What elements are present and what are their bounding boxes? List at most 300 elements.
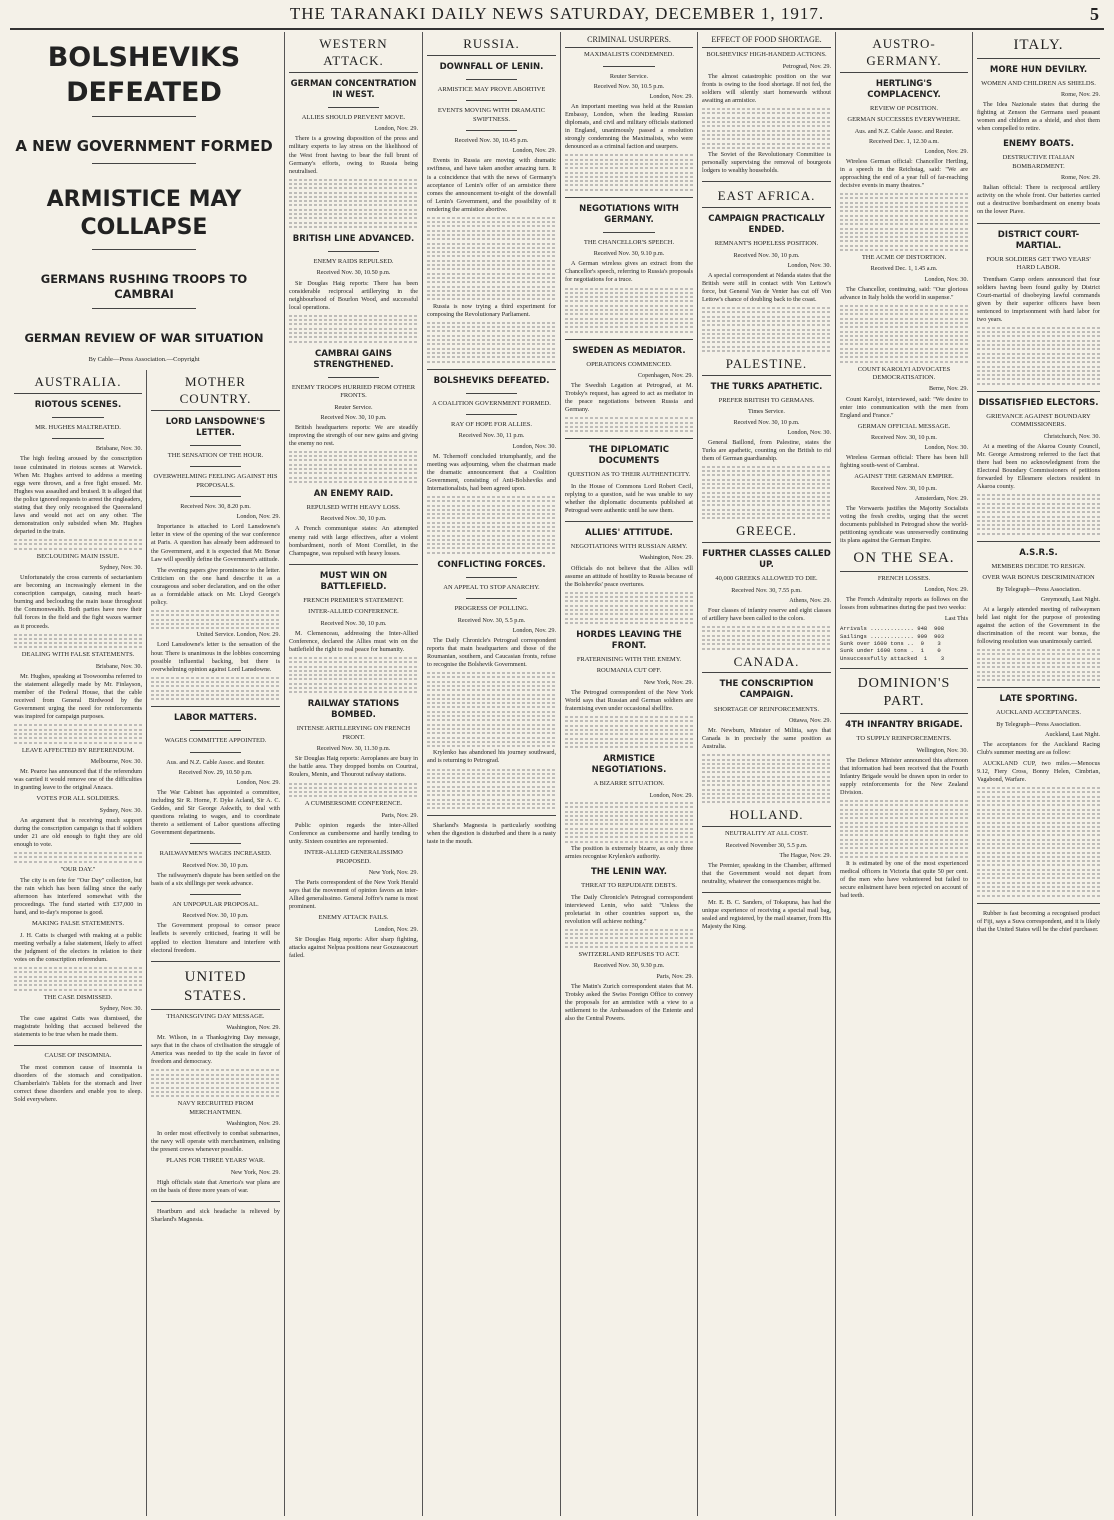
paragraph: The Swedish Legation at Petrograd, at M. Trotsky's request, has agreed to act as mediator in the peace negotiations between Russia and Germany. (565, 382, 693, 414)
headline: THE TURKS APATHETIC. (710, 381, 823, 392)
section-late-sporting: LATE SPORTING. (999, 694, 1078, 705)
received-line: Received Nov. 30, 11.30 p.m. (316, 745, 391, 753)
dateline: London, Nov. 29. (374, 125, 418, 133)
column-western-attack (284, 32, 422, 1516)
dateline: Copenhagen, Nov. 29. (637, 372, 693, 379)
headline: AN ENEMY RAID. (313, 488, 394, 499)
received-line: Received Nov. 29, 10.50 p.m. (178, 768, 253, 776)
dateline: London, Nov. 30. (512, 442, 556, 450)
received-line: Received Nov. 30, 10 p.m. (182, 861, 249, 869)
subheadline: FRENCH PREMIER'S STATEMENT. (303, 596, 404, 604)
text-filler (289, 451, 418, 483)
paragraph: M. Tchernoff concluded triumphantly, and the meeting was adjourning, when the chairman made the dramatic announcement that a Coalition Government, consisting of Anti-Bolsheviks and Internationalists, had been agreed upon. (427, 452, 556, 492)
headline: MORE HUN DEVILRY. (989, 64, 1088, 75)
dateline: Berne, Nov. 29. (929, 385, 968, 393)
subheadline: AN UNPOPULAR PROPOSAL. (172, 900, 259, 908)
paragraph: Sir Douglas Haig reports: Aeroplanes are busy in the battle area. They dropped bombs on Courtrai, Roulers, Menin, and Thourout railway stations. (289, 755, 418, 779)
subheadline: ENEMY TROOPS HURRIED FROM OTHER FRONTS. (291, 383, 416, 400)
received-line: Received Nov. 30, 10 p.m. (320, 515, 387, 523)
column-russia (422, 32, 560, 1516)
paragraph: In the House of Commons Lord Robert Cecil, replying to a question, said he was unable to say whether the diplomatic documents published at Petrograd were authentic until he saw them. (565, 482, 693, 514)
dateline: Paris, Nov. 29. (381, 811, 418, 819)
subheadline: MAKING FALSE STATEMENTS. (32, 920, 124, 928)
headline: RIOTOUS SCENES. (34, 399, 122, 410)
received-line: Received Nov. 30, 8.20 p.m. (180, 503, 251, 511)
headline: MUST WIN ON BATTLEFIELD. (319, 570, 388, 592)
subheadline: INTER-ALLIED GENERALISSIMO PROPOSED. (304, 849, 403, 865)
received-line: Received Nov. 30, 5.5 p.m. (457, 616, 526, 624)
section-dissatisfied-electors: DISSATISFIED ELECTORS. (978, 397, 1099, 408)
subheadline: BECLOUDING MAIN ISSUE. (36, 552, 120, 560)
text-filler (840, 305, 968, 363)
text-filler (565, 288, 693, 333)
paragraph: The railwaymen's dispute has been settled on the basis of a six shillings per week advance. (151, 871, 280, 887)
subheadline: GERMAN OFFICIAL MESSAGE. (857, 422, 951, 430)
section-russia: RUSSIA. (427, 36, 556, 56)
subheadline: REMNANT'S HOPELESS POSITION. (714, 240, 819, 248)
subheadline: FRATERNISING WITH THE ENEMY. (576, 655, 682, 663)
paragraph: At a largely attended meeting of railwaymen held last night for the purpose of protesting against the action of the Government in the discrimination of the recent war bonus, the following resolution was unanimously carried. (977, 605, 1100, 646)
subheadline: THANKSGIVING DAY MESSAGE. (166, 1012, 265, 1020)
received-line: Received Nov. 30, 9.30 p.m. (593, 962, 665, 970)
headline: DOWNFALL OF LENIN. (439, 61, 544, 72)
subheadline: 40,000 GREEKS ALLOWED TO DIE. (715, 575, 818, 583)
paragraph: Unfortunately the cross currents of sectarianism are becoming an increasingly element in the conscription campaign, causing much heart-burning and beclouding the main issue throughout the Commonwealth. Both parties have now their full forces in the field and the fight waxes warmer as it proceeds. (14, 574, 142, 630)
received-line: Received Nov. 30, 11 p.m. (458, 432, 525, 440)
column-italy (972, 32, 1104, 1516)
section-italy: ITALY. (977, 36, 1100, 59)
paragraph: The Defence Minister announced this afternoon that information had been received that the Fourth Infantry Brigade would be drawn upon in order to supply reinforcements for the New Zealand Division. (840, 756, 968, 796)
dateline: Sydney, Nov. 30. (99, 806, 142, 814)
subheadline: TO SUPPLY REINFORCEMENTS. (856, 735, 952, 743)
subheadline: SHORTAGE OF REINFORCEMENTS. (713, 705, 820, 713)
dateline: New York, Nov. 29. (643, 678, 693, 686)
source-line: Times Service. (748, 408, 785, 416)
subheadline: NEGOTIATIONS WITH RUSSIAN ARMY. (570, 543, 688, 551)
subheadline: RAILWAYMEN'S WAGES INCREASED. (159, 850, 272, 858)
masthead-title: THE TARANAKI DAILY NEWS SATURDAY, DECEMBER 1, 1917. (289, 4, 825, 23)
dateline: Rome, Nov. 29. (1061, 174, 1100, 182)
paragraph: In order most effectively to combat submarines, the navy will operate with merchantmen, enlisting the present crews whenever possible. (151, 1130, 280, 1154)
dateline: Ottawa, Nov. 29. (788, 716, 831, 724)
text-filler (14, 852, 142, 863)
paragraph: The position is extremely bizarre, as only three armies recognise Krylenko's authority. (565, 844, 693, 861)
source-line: Reuter Service. (334, 403, 373, 411)
text-filler (840, 800, 968, 858)
paragraph: The most common cause of insomnia is disorders of the stomach and constipation. Chamberlain's Tablets for the stomach and liver correct these disorders and enable you to sleep. Sold everywhere. (14, 1063, 142, 1103)
text-filler (977, 649, 1100, 681)
subheadline: COUNT KAROLYI ADVOCATES DEMOCRATISATION. (857, 365, 951, 382)
received-line: Received Nov. 30, 10 p.m. (871, 484, 937, 492)
dateline: Washington, Nov. 29. (226, 1120, 280, 1128)
dateline: London, Nov. 29. (236, 778, 280, 786)
paragraph: M. Clemenceau, addressing the Inter-Allied Conference, declared the Allies must win on the battlefield the right to real peace for humanity. (289, 629, 418, 653)
text-filler (289, 657, 418, 693)
subheadline: REPULSED WITH HEAVY LOSS. (306, 503, 401, 511)
section-austro-germany: AUSTRO-GERMANY. (840, 36, 968, 73)
headline: SWEDEN AS MEDIATOR. (572, 345, 686, 356)
lead-headline-4: GERMANS RUSHING TROOPS TO CAMBRAI (40, 271, 248, 301)
headline: CONFLICTING FORCES. (437, 559, 546, 570)
text-filler (977, 494, 1100, 535)
subheadline: DEALING WITH FALSE STATEMENTS. (21, 651, 135, 659)
headline: LABOR MATTERS. (173, 713, 258, 724)
headline: RAILWAY STATIONS BOMBED. (307, 699, 400, 721)
received-line: Received Nov. 30, 10 p.m. (320, 619, 387, 627)
paragraph: Public opinion regards the inter-Allied Conference as cumbersome and hardly tending to unity. Sixteen countries are represented. (289, 821, 418, 846)
subheadline: THREAT TO REPUDIATE DEBTS. (581, 882, 677, 890)
dateline: London, Nov. 29. (374, 925, 418, 933)
column-australia (10, 370, 146, 1516)
received-line: Received Nov. 30, 10.50 p.m. (316, 269, 391, 277)
text-filler (14, 634, 142, 649)
paragraph: It is estimated by one of the most experienced medical officers in Victoria that quite 50 per cent. of the men who have volunteered but failed to secure enlistment have been rejected on account of bad teeth. (840, 860, 968, 900)
subheadline: THE ACME OF DISTORTION. (861, 254, 947, 262)
source-line: Aus. and N.Z. Cable Assoc. and Reuter. (166, 758, 265, 766)
text-filler (289, 315, 418, 343)
received-line: Received Nov. 30, 10 p.m. (182, 912, 249, 920)
dateline: Paris, Nov. 29. (656, 972, 693, 980)
text-filler (565, 716, 693, 748)
subheadline: THE CHANCELLOR'S SPEECH. (583, 238, 675, 246)
paragraph: The almost catastrophic position on the war fronts is owing to the food shortage. If not fed, the soldiers will silently start homewards without awaiting an armistice. (702, 72, 831, 105)
text-filler (427, 769, 556, 810)
source-line: By Telegraph—Press Association. (996, 720, 1081, 728)
section-united-states: UNITED STATES. (151, 968, 280, 1010)
subheadline: A COALITION GOVERNMENT FORMED. (432, 399, 551, 407)
headline: CAMBRAI GAINS STRENGTHENED. (313, 348, 394, 370)
text-filler (151, 610, 280, 629)
subheadline: RAY OF HOPE FOR ALLIES. (451, 421, 532, 429)
subheadline: MAXIMALISTS CONDEMNED. (584, 51, 674, 59)
paragraph: The Petrograd correspondent of the New York World says that Russian and German soldiers are fraternising even under occasional shellfire. (565, 688, 693, 712)
subheadline: NAVY RECRUITED FROM MERCHANTMEN. (177, 1100, 254, 1116)
subheadline: PROGRESS OF POLLING. (454, 605, 529, 613)
paragraph: J. H. Catts is charged with making at a public meeting verbally a false statement, likely to affect the judgment of the electors in relation to their votes on the conscription referendum. (14, 931, 142, 963)
subheadline: MEMBERS DECIDE TO RESIGN. (991, 562, 1086, 570)
headline: GERMAN CONCENTRATION IN WEST. (290, 78, 417, 100)
subheadline: OVERWHELMING FEELING AGAINST HIS PROPOSALS. (153, 473, 278, 489)
paragraph: Wireless German official: Chancellor Hertling, in a speech in the Reichstag, said: "We are approaching the end of a year full of far-reaching decisive events in many theatres." (840, 157, 968, 190)
text-filler (565, 802, 693, 843)
dateline: London, Nov. 30. (924, 275, 968, 283)
dateline: London, Nov. 30. (787, 261, 831, 269)
dateline: Sydney, Nov. 30. (99, 564, 142, 572)
dateline: London, Nov. 30. (787, 428, 831, 436)
dateline: New York, Nov. 29. (368, 868, 418, 876)
paragraph: Wireless German official: There has been hill fighting south-west of Cambrai. (840, 454, 968, 470)
subheadline: A BIZARRE SITUATION. (593, 780, 665, 788)
section-on-the-sea: ON THE SEA. (840, 549, 968, 572)
source-line: By Telegraph—Press Association. (996, 585, 1081, 593)
text-filler (977, 787, 1100, 896)
subheadline: QUESTION AS TO THEIR AUTHENTICITY. (567, 471, 691, 479)
paragraph: Trentham Camp orders announced that four soldiers having been found guilty by District Court-martial of disobeying lawful commands given by their superior officers have been sentenced to imprisonment with hard labor for two years. (977, 275, 1100, 323)
section-western-attack: WESTERN ATTACK. (289, 36, 418, 73)
text-filler (427, 322, 556, 363)
text-filler (565, 154, 693, 190)
subheadline: EVENTS MOVING WITH DRAMATIC SWIFTNESS. (437, 107, 546, 123)
paragraph: British headquarters reports: We are steadily improving the strength of our new gains and giving the enemy no rest. (289, 423, 418, 447)
subheadline: CAUSE OF INSOMNIA. (44, 1052, 112, 1060)
subheadline: AN APPEAL TO STOP ANARCHY. (443, 583, 540, 591)
section-palestine: PALESTINE. (702, 356, 831, 376)
paragraph: Russia is now trying a third experiment for composing the Revolutionary Parliament. (427, 302, 556, 318)
dateline: Greymouth, Last Night. (1040, 595, 1100, 603)
dateline: London, Nov. 29. (236, 513, 280, 521)
table-row: Sailings ............. 909 903 (840, 632, 945, 640)
subheadline: FRENCH LOSSES. (877, 574, 931, 582)
headline: CAMPAIGN PRACTICALLY ENDED. (708, 214, 825, 236)
subheadline: THE CASE DISMISSED. (43, 993, 113, 1001)
section-asrs: A.S.R.S. (1019, 547, 1058, 558)
headline: HORDES LEAVING THE FRONT. (576, 629, 682, 651)
dateline: London, Nov. 29. (924, 586, 968, 594)
subheadline: FOUR SOLDIERS GET TWO YEARS' HARD LABOR. (986, 255, 1091, 272)
paragraph: AUCKLAND CUP, two miles.—Menocus 9.12, Fiery Cross, Bonny Helen, Cimbrian, Vagabond, Warfare. (977, 759, 1100, 784)
dateline: Melbourne, Nov. 30. (90, 757, 142, 765)
text-filler (702, 307, 831, 352)
subheadline: "OUR DAY." (60, 865, 96, 873)
subheadline: OVER WAR BONUS DISCRIMINATION (982, 574, 1095, 582)
paragraph: Mr. Newburn, Minister of Militia, says that Canada is in precisely the same position as Australia. (702, 727, 831, 751)
subheadline: INTER-ALLIED CONFERENCE. (308, 608, 399, 616)
dateline: Brisbane, Nov. 30. (95, 445, 142, 453)
text-filler (702, 466, 831, 520)
column-criminal-usurpers (560, 32, 697, 1516)
page-number: 5 (1090, 4, 1100, 24)
subheadline: NEUTRALITY AT ALL COST. (724, 830, 809, 838)
paragraph: The War Cabinet has appointed a committee, including Sir R. Horne, F. Dyke Acland, Sir A. C. Geddes, and Sir George Askwith, to deal with questions relating to wages, and to coordinate thereto a settlement of Labor questions affecting Government departments. (151, 788, 280, 837)
subheadline: DESTRUCTIVE ITALIAN BOMBARDMENT. (1002, 154, 1075, 170)
headline: ALLIES' ATTITUDE. (585, 527, 673, 538)
text-filler (289, 783, 418, 798)
column-austro-germany (835, 32, 972, 1516)
dateline: Washington, Nov. 29. (639, 554, 693, 562)
subheadline: ROUMANIA CUT OFF. (596, 667, 662, 675)
headline: ARMISTICE NEGOTIATIONS. (591, 754, 667, 776)
text-filler (702, 754, 831, 803)
paragraph: General Baillond, from Palestine, states the Turks are apathetic, counting on the British to rid them of German guardianship. (702, 438, 831, 462)
text-filler (565, 417, 693, 432)
source-line: Aus. and N.Z. Cable Assoc. and Reuter. (854, 127, 954, 135)
subheadline: LEAVE AFFECTED BY REFERENDUM. (21, 746, 135, 754)
paragraph: The Chancellor, continuing, said: "Our glorious advance in Italy holds the world in suspense." (840, 285, 968, 301)
lead-headline-1: BOLSHEVIKS DEFEATED (47, 42, 241, 109)
lead-headline-5: GERMAN REVIEW OF WAR SITUATION (24, 330, 264, 345)
subheadline: A CUMBERSOME CONFERENCE. (304, 800, 403, 808)
text-filler (977, 327, 1100, 385)
subheadline: PLANS FOR THREE YEARS' WAR. (166, 1157, 265, 1165)
dateline: Washington, Nov. 29. (226, 1024, 280, 1032)
paragraph: Italian official: There is reciprocal artillery activity on the whole front. Our batteries carried out a destructive bombardment on enemy boats on the lower Piave. (977, 184, 1100, 216)
received-line: Received Nov. 30, 10 p.m. (320, 413, 387, 421)
paragraph: A German wireless gives an extract from the Chancellor's speech, referring to Russia's proposals for negotiations for a truce. (565, 260, 693, 284)
subheadline: SWITZERLAND REFUSES TO ACT. (578, 951, 680, 958)
headline: THE CONSCRIPTION CAMPAIGN. (719, 679, 814, 701)
masthead (10, 0, 1104, 30)
paragraph: Four classes of infantry reserve and eight classes of artillery have been called to the colors. (702, 606, 831, 622)
paragraph: Importance is attached to Lord Lansdowne's letter in view of the opening of the war conference at Paris. A question has already been addressed to the Government, and it is expected that Mr. Bonar Law will speedily define the Government's attitude. (151, 523, 280, 563)
columns (10, 32, 1104, 1516)
dateline: The Hague, Nov. 29. (779, 851, 831, 859)
paragraph: A French communique states: An attempted enemy raid with large effectives, after a violent bombardment, north of Mont Cornillet, in the Champagne, was repulsed with heavy losses. (289, 525, 418, 557)
paragraph: The evening papers give prominence to the letter. Criticism on the one hand describe it as a courageous and sober declaration, and on the other as a formidable attack on Mr. Lloyd George's policy. (151, 566, 280, 606)
paragraph: At a meeting of the Akaroa County Council, Mr. George Armstrong referred to the fact that there had been no acknowledgment from the Electoral Boundary Commissioners of petitions forwarded by Ellesmere electors resident in Akaroa county. (977, 442, 1100, 491)
dateline: Christchurch, Nov. 30. (1043, 432, 1100, 440)
section-australia: AUSTRALIA. (14, 374, 142, 394)
dateline: United Service. London, Nov. 29. (196, 631, 280, 639)
text-filler (14, 967, 142, 990)
paragraph: Lord Lansdowne's letter is the sensation of the hour. There is unanimous in the lobbies concerning possible influential backing, but there is overwhelming opinion against Lord Lansdowne. (151, 641, 280, 673)
section-food-shortage: EFFECT OF FOOD SHORTAGE. (702, 35, 831, 48)
paragraph: Sir Douglas Haig reports: There has been considerable reciprocal artillerying in the neighbourhood of Bourlon Wood, and successful local operations. (289, 279, 418, 311)
column-mother-country (146, 370, 284, 1516)
headline: THE DIPLOMATIC DOCUMENTS (588, 445, 670, 467)
subheadline: ENEMY RAIDS REPULSED. (313, 258, 394, 265)
paragraph: A special correspondent at Ndanda states that the British were still in contact with Von Lettow's force, but General Van de Venter has cut off Von Lettow's chance of doubling back to the coast. (702, 271, 831, 304)
subheadline: ALLIES SHOULD PREVENT MOVE. (301, 113, 406, 121)
text-filler (151, 677, 280, 700)
received-line: Received Nov. 30, 10 p.m. (733, 251, 800, 259)
dateline: London, Nov. 30. (924, 444, 968, 452)
column-food-shortage (697, 32, 835, 1516)
paragraph: Mr. Hughes, speaking at Toowoomba referred to the statement allegedly made by Mr. Finlayson, member of the Federal House, that the cable received from General Birdwood by the Government urging the need for reinforcements was inspired for campaign purposes. (14, 672, 142, 721)
paragraph: An important meeting was held at the Russian Embassy, London, when the leading Russian diplomats, and civil and military officials stationed in England, unanimously passed a resolution strongly condemning the Maximalists, who were denounced as a criminal faction and usurpers. (565, 103, 693, 151)
headline: BRITISH LINE ADVANCED. (292, 233, 415, 244)
subheadline: REVIEW OF POSITION. (870, 104, 938, 112)
section-mother-country: MOTHER COUNTRY. (151, 374, 280, 411)
lead-headline-2: A NEW GOVERNMENT FORMED (15, 137, 273, 156)
text-filler (565, 929, 693, 948)
table-row: Sunk under 1600 tons . 1 0 (840, 647, 941, 655)
paragraph: The Government proposal to censor peace leaflets is severely criticised, fearing it will be applied to election literature and interfere with electoral freedom. (151, 922, 280, 954)
dateline: Rome, Nov. 29. (1061, 90, 1100, 98)
received-line: Received Dec. 1, 12.30 a.m. (869, 137, 939, 145)
subheadline: INTENSE ARTILLERYING ON FRENCH FRONT. (296, 725, 411, 741)
dateline: Brisbane, Nov. 30. (95, 662, 142, 670)
paragraph: Count Karolyi, interviewed, said: "We desire to enter into communication with the men from England and France." (840, 395, 968, 419)
received-line: Received Nov. 30, 9.10 p.m. (593, 250, 665, 258)
dateline: Wellington, Nov. 30. (916, 746, 968, 754)
dateline: Sydney, Nov. 30. (99, 1004, 142, 1012)
text-filler (840, 193, 968, 251)
paragraph: Events in Russia are moving with dramatic swiftness, and have taken another amazing turn. It is a coincidence that with the news of Germany's acceptance of Lenin's offer of an armistice there comes the announcement to-night of the downfall of Lenin's Government, and the possibility of it rendering the armistice abortive. (427, 157, 556, 213)
text-filler (151, 1069, 280, 1097)
subheadline: PREFER BRITISH TO GERMANS. (718, 397, 815, 404)
paragraph: The high feeling aroused by the conscription issue culminated in riotous scenes at Warwick. When Mr. Hughes arrived to address a meeting eggs were thrown, and a free fight ensued. Mr. Hughes was assaulted and bruised. It is alleged that the police ignored requests to arrest the ringleaders, stating that they only recognised the Queensland laws and would not act on any other. The demonstration only subsided when Mr. Hughes departed in the train. (14, 455, 142, 535)
paragraph: The acceptances for the Auckland Racing Club's summer meeting are as follow: (977, 740, 1100, 756)
paragraph: The Idea Nazionale states that during the fighting at Zenson the Germans used peasant women and children as a shield, and shot them when compelled to retire. (977, 101, 1100, 133)
paragraph: Mr. Wilson, in a Thanksgiving Day message, says that in the chaos of civilisation the struggle of America was needed to tip the scale in favor of freedom and democracy. (151, 1034, 280, 1066)
dateline: London, Nov. 29. (649, 791, 693, 799)
dateline: Amsterdam, Nov. 29. (914, 494, 968, 502)
section-east-africa: EAST AFRICA. (702, 188, 831, 208)
paragraph: The case against Catts was dismissed, the magistrate holding that accused believed the statements to be true when he made them. (14, 1015, 142, 1039)
headline: BOLSHEVIKS DEFEATED. (433, 375, 550, 386)
paragraph: An argument that is receiving much support during the conscription campaign is that if soldiers under 21 are old enough to fight they are old enough to vote. (14, 816, 142, 848)
dateline: New York, Nov. 29. (230, 1168, 280, 1176)
headline: FURTHER CLASSES CALLED UP. (702, 549, 831, 571)
paragraph: Heartburn and sick headache is relieved by Sharland's Magnesia. (151, 1207, 280, 1223)
subheadline: OPERATIONS COMMENCED. (586, 360, 672, 368)
paragraph: Mr. E. B. C. Sanders, of Tokapuna, has had the unique experience of receiving a special mail bag, sealed and registered, by the mail steamer, from His Majesty the King. (702, 899, 831, 931)
text-filler (14, 724, 142, 743)
subheadline: ARMISTICE MAY PROVE ABORTIVE (437, 85, 546, 93)
dateline: Athens, Nov. 29. (789, 596, 831, 604)
dateline: London, Nov. 29. (649, 92, 693, 100)
subheadline: AGAINST THE GERMAN EMPIRE. (854, 473, 954, 481)
paragraph: Mr. Pearce has announced that if the referendum was carried it would remove one of the difficulties in granting leave to the original Anzacs. (14, 768, 142, 792)
subheadline: BOLSHEVIKS' HIGH-HANDED ACTIONS. (706, 51, 827, 59)
paragraph: High officials state that America's war plans are on the basis of three more years of war. (151, 1178, 280, 1194)
received-line: Received Dec. 1, 1.45 a.m. (870, 265, 938, 273)
paragraph: Officials do not believe that the Allies will assume an attitude of hostility to Russia because of the Bolsheviks' peace overtures. (565, 564, 693, 588)
subheadline: GRIEVANCE AGAINST BOUNDARY COMMISSIONERS. (986, 412, 1091, 429)
lead-block (10, 32, 278, 362)
paragraph: The Premier, speaking in the Chamber, affirmed that the Government would not depart from neutrality, whatever the consequences might be. (702, 861, 831, 886)
headline: LORD LANSDOWNE'S LETTER. (165, 416, 266, 438)
received-line: Received November 30, 5.5 p.m. (725, 841, 808, 849)
paragraph: The Paris correspondent of the New York Herald says that the movement of opinion favors an inter-Allied generalissimo. General Joffre's name is most prominent. (289, 879, 418, 911)
headline: ENEMY BOATS. (1003, 139, 1074, 150)
text-filler (427, 496, 556, 554)
section-dominions-part: DOMINION'S PART. (840, 675, 968, 714)
paragraph: Sir Douglas Haig reports: After sharp fighting, attacks against Nelpua positions near Gouzeaucourt failed. (289, 935, 418, 959)
subheadline: THE SENSATION OF THE HOUR. (167, 451, 264, 459)
table-row: Sunk over 1600 tons .. 0 3 (840, 640, 941, 647)
received-line: Received Nov. 30, 10.5 p.m. (593, 82, 665, 90)
dateline: London, Nov. 29. (512, 147, 556, 155)
received-line: Received Nov. 30, 10.45 p.m. (454, 137, 529, 145)
text-filler (702, 626, 831, 649)
headline: THE LENIN WAY. (591, 867, 667, 878)
dateline: London, Nov. 29. (924, 147, 968, 155)
text-filler (427, 217, 556, 301)
text-filler (289, 179, 418, 228)
subheadline: WOMEN AND CHILDREN AS SHIELDS. (981, 79, 1096, 87)
paragraph: The Matin's Zurich correspondent states that M. Trotsky asked the Swiss Foreign Office to convey the proposals for an armistice with a view to a settlement to the Ambassadors of the Entente and also the Central Powers. (565, 982, 693, 1022)
table-row: Unsuccessfully attacked 1 3 (840, 654, 945, 662)
text-filler (14, 539, 142, 550)
paragraph: Rubber is fast becoming a recognised product of Fiji, says a Suva correspondent, and it is likely that the United States will be the chief purchaser. (977, 909, 1100, 933)
table-row: Arrivals ............. 948 908 (840, 625, 945, 633)
headline: HERTLING'S COMPLACENCY. (867, 78, 941, 100)
lead-byline: By Cable—Press Association.—Copyright (88, 355, 200, 362)
received-line: Received Nov. 30, 10 p.m. (733, 418, 800, 426)
subheadline: ENEMY ATTACK FAILS. (318, 914, 389, 922)
text-filler (565, 592, 693, 624)
paragraph: The Soviet of the Revolutionary Committee is personally supervising the removal of bourgeois lodgers to wealthy households. (702, 151, 831, 175)
paragraph: There is a growing disposition of the press and military experts to lay stress on the likelihood of the West front having to bear the full brunt of Germany's efforts, owing to Russia being neutralised. (289, 135, 418, 175)
section-court-martial: DISTRICT COURT-MARTIAL. (997, 229, 1080, 251)
subheadline: WAGES COMMITTEE APPOINTED. (164, 737, 267, 745)
subheadline: MR. HUGHES MALTREATED. (35, 423, 121, 431)
subheadline: VOTES FOR ALL SOLDIERS. (36, 795, 120, 803)
source-line: Reuter Service. (609, 72, 649, 80)
subheadline: GERMAN SUCCESSES EVERYWHERE. (847, 116, 961, 124)
headline: 4TH INFANTRY BRIGADE. (845, 720, 963, 731)
text-filler (702, 108, 831, 149)
paragraph: The city is en fete for "Our Day" collection, but the rain which has been falling since the early afternoon has interfered somewhat with the proceedings. The fund started with £37,000 in hand, and to-day's response is good. (14, 877, 142, 917)
paragraph: The Daily Chronicle's Petrograd correspondent reports that main headquarters and those of the Roumanian, southern, and Caucasian fronts, refuse to recognise the Bolshevik Government. (427, 636, 556, 668)
dateline: Petrograd, Nov. 29. (782, 62, 831, 70)
section-holland: HOLLAND. (702, 807, 831, 827)
received-line: Received Nov. 30, 7.55 p.m. (731, 586, 802, 594)
paragraph: The Daily Chronicle's Petrograd correspondent interviewed Lenin, who said: "Unless the proletariat in other countries support us, the revolution will achieve nothing." (565, 893, 693, 925)
section-greece: GREECE. (702, 523, 831, 543)
dateline: Auckland, Last Night. (1045, 730, 1100, 738)
